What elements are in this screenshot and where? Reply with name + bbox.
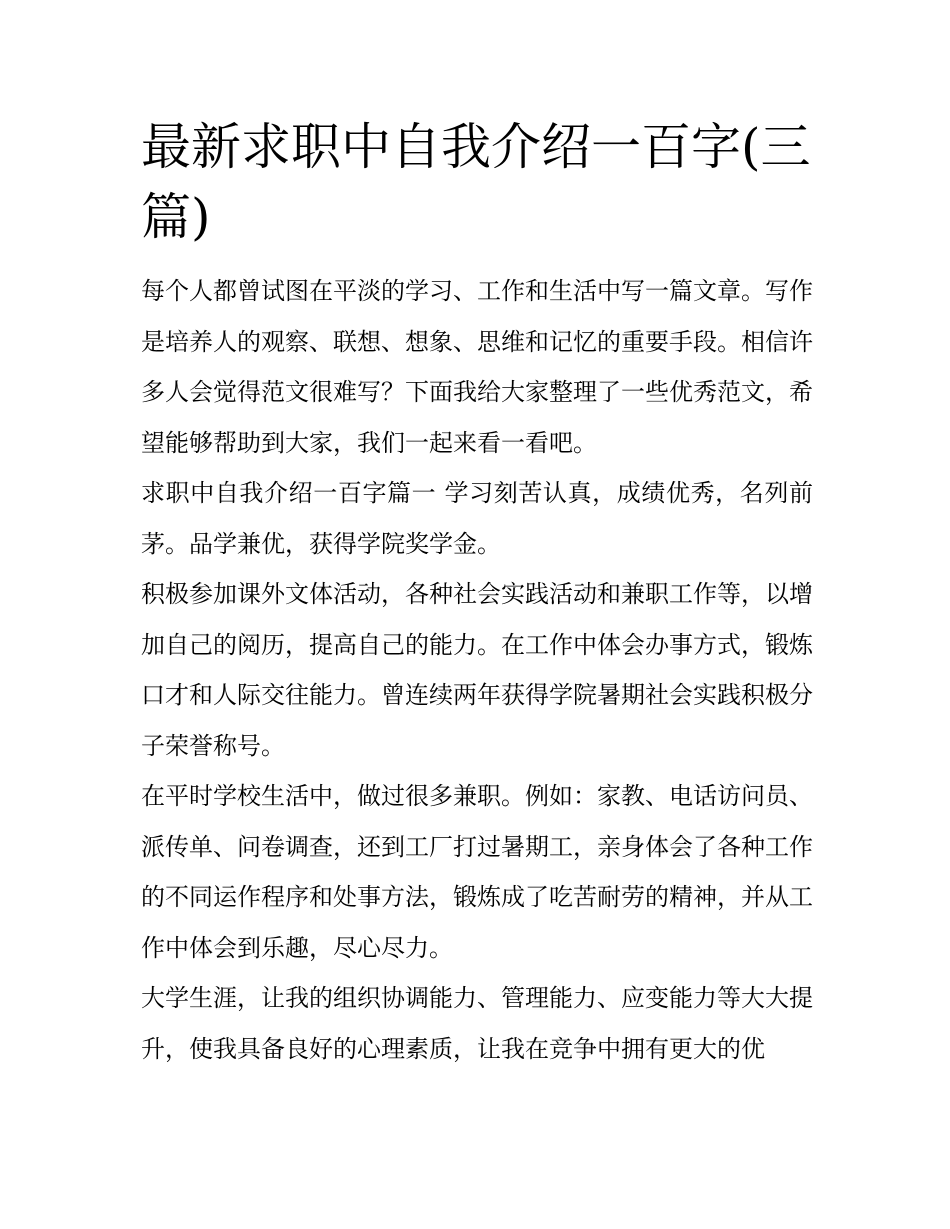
paragraph-part-time-jobs: 在平时学校生活中，做过很多兼职。例如：家教、电话访问员、派传单、问卷调查，还到工厂打过暑期工，亲身体会了各种工作的不同运作程序和处事方法，锻炼成了吃苦耐劳的精神，并从工作中体会到乐趣，尽心尽力。 [141,782,813,962]
document-body [141,112,813,1074]
paragraph-section-one: 求职中自我介绍一百字篇一 学习刻苦认真，成绩优秀，名列前茅。品学兼优，获得学院奖学金。 [141,479,813,558]
paragraph-activities: 积极参加课外文体活动，各种社会实践活动和兼职工作等，以增加自己的阅历，提高自己的能力。在工作中体会办事方式，锻炼口才和人际交往能力。曾连续两年获得学院暑期社会实践积极分子荣誉称号。 [141,580,813,760]
document-title: 最新求职中自我介绍一百字(三篇) [141,118,811,246]
paragraph-college-life: 大学生涯，让我的组织协调能力、管理能力、应变能力等大大提升，使我具备良好的心理素质，让我在竞争中拥有更大的优 [141,984,813,1063]
paragraph-intro: 每个人都曾试图在平淡的学习、工作和生活中写一篇文章。写作是培养人的观察、联想、想象、思维和记忆的重要手段。相信许多人会觉得范文很难写？下面我给大家整理了一些优秀范文，希望能够帮助到大家，我们一起来看一看吧。 [141,277,813,457]
